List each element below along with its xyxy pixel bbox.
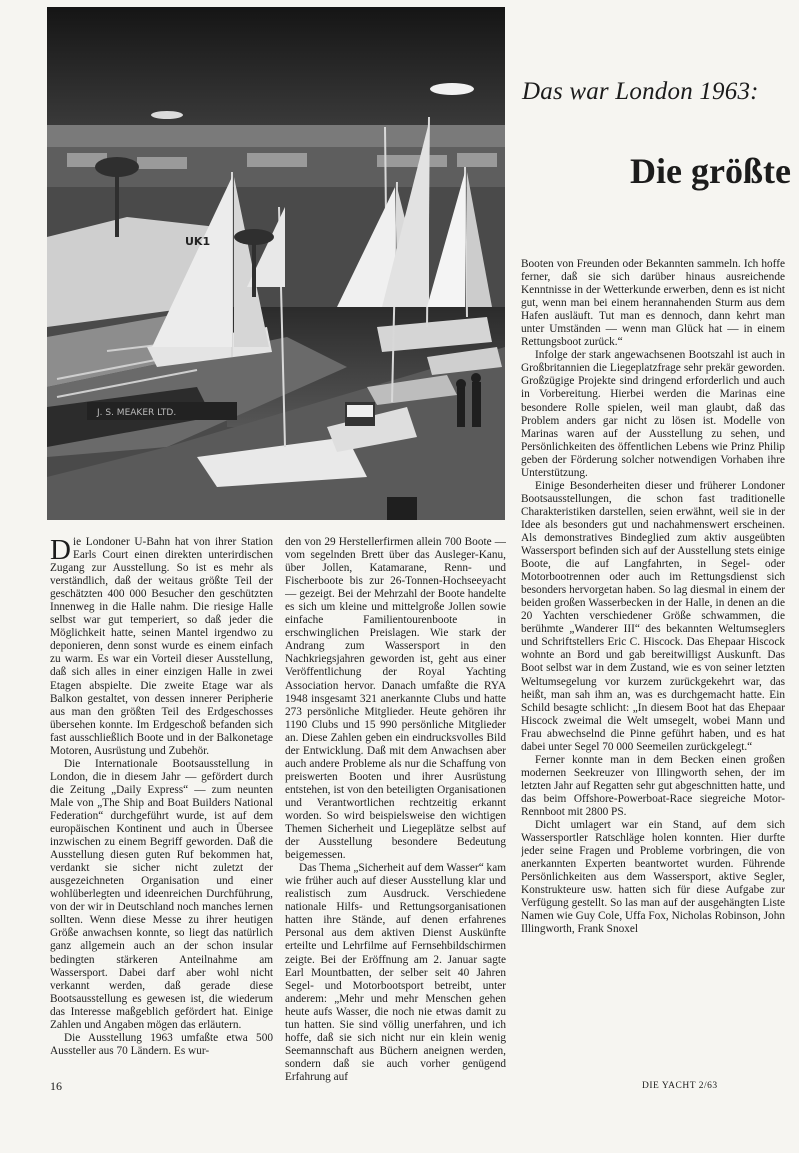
article-kicker: Das war London 1963: [522,78,759,105]
boat-show-photo [47,7,505,520]
paragraph: Booten von Freunden oder Bekannten sammeln. Ich hoffe ferner, daß sie sich darüber hinaus ausreichende Kenntnisse in der Wetterkunde erwerben, denn es ist nicht gut, wenn man bei einem herannahenden Sturm aus dem Hafen ausläuft. Tut man es dennoch, dann kehrt man unter Umständen — wenn man Glück hat — in einem Rettungsboot zurück.“ [521,258,785,349]
paragraph: Die Londoner U-Bahn hat von ihrer Station Earls Court einen direkten unterirdischen Zugang zur Ausstellung. So ist es mehr als verständlich, daß der weitaus größte Teil der geschätzten 400 000 Besucher den geschützten Innenweg in die Halle nahm. Die riesige Halle selbst war gut temperiert, so daß jeder die Möglichkeit hatte, seinen Mantel irgendwo zu deponieren, denn sonst wurde es einem einfach zu warm. Es war ein Vorteil dieser Ausstellung, daß sich alles in einer einzigen Halle in zwei Etagen abspielte. Die zweite Etage war als Balkon gestaltet, von dessen innerer Peripherie aus man den größten Teil des Erdgeschosses übersehen konnte. Im Erdgeschoß befanden sich fast ausschließlich Boote und in der Balkonetage Motoren, Ausrüstung und Zubehör. [50,536,273,757]
paragraph: Die Ausstellung 1963 umfaßte etwa 500 Aussteller aus 70 Ländern. Es wur- [50,1031,273,1056]
text-column-2 [285,536,506,1086]
paragraph: den von 29 Herstellerfirmen allein 700 Boote — vom segelnden Brett über das Ausleger-Kanu, über Jollen, Katamarane, Renn- und Fischerboote bis zur 26-Tonnen-Hochseeyacht — gezeigt. Bei der Mehrzahl der Boote handelte es sich um kleine und mittelgroße Jollen sowie einfache Familientourenboote in erschwinglichen Preislagen. Wie stark der Andrang zum Wassersport in den Nachkriegsjahren geworden ist, geht aus einer Veröffentlichung der Royal Yachting Association hervor. Danach umfaßte die RYA 1948 insgesamt 321 anerkannte Clubs und hatte 273 persönliche Mitglieder. Heute gehören ihr 1190 Clubs und 15 990 persönliche Mitglieder an. Diese Zahlen geben ein eindrucksvolles Bild der Entwicklung. Daß mit dem Anwachsen aber auch andere Probleme als nur die Schaffung von preiswerten Booten und ihrer Ausrüstung entstehen, ist von den beteiligten Organisationen und Verantwortlichen rechtzeitig erkannt worden. So wird beispielsweise den wichtigen Themen Sicherheit und Liegeplätze selbst auf der Ausstellung besondere Bedeutung beigemessen. [285,536,506,862]
stand-sign: J. S. MEAKER LTD. [97,408,177,418]
text-column-1 [50,536,273,1056]
paragraph: Dicht umlagert war ein Stand, auf dem sich Wassersportler Ratschläge holen konnten. Hier durfte jeder seine Fragen und Probleme vorbringen, die von anerkannten Experten beantwortet wurden. Führende Persönlichkeiten aus dem Wassersport, aktive Segler, Konstrukteure usw. hatten sich für diese Aufgabe zur Verfügung gestellt. So las man auf der ausgehängten Liste Namen wie Guy Cole, Uffa Fox, Nicholas Robinson, John Illingworth, Frank Snoxel [521,819,785,936]
paragraph: Ferner konnte man in dem Becken einen großen modernen Seekreuzer von Illingworth sehen, der im letzten Jahr auf Regatten sehr gut abgeschnitten hatte, und das beim Offshore-Powerboat-Race siegreiche Motor-Rennboot mit 2800 PS. [521,753,785,818]
paragraph: Infolge der stark angewachsenen Bootszahl ist auch in Großbritannien die Liegeplatzfrage sehr prekär geworden. Großzügige Projekte sind dringend erforderlich und auch in Vorbereitung. Hierbei werden die Marinas eine besondere Rolle spielen, weil man glaubt, daß das Problem anders gar nicht zu lösen ist. Modelle von Marinas waren auf der Ausstellung zu sehen, und Persönlichkeiten des öffentlichen Lebens wie Prinz Philip geben der Förderung solcher notwendigen Vorhaben ihre Unterstützung. [521,349,785,479]
paragraph: Einige Besonderheiten dieser und früherer Londoner Bootsausstellungen, die schon fast traditionelle Charakteristiken darstellen, seien erwähnt, weil sie in der Idee als besonders gut und nachahmenswert erscheinen. Als demonstratives Bindeglied zum aktiv ausgeübten Wassersport befinden sich auf der Ausstellung stets einige Boote, die auf Langfahrten, in Segel- oder Motorbootrennen oder auch im Rettungsdienst sich besonders hervorgetan haben. So lag diesmal in einem der beiden großen Wasserbecken in der Halle, in denen an die 20 Yachten verschiedener Größe schwammen, die berühmte „Wanderer III“ des bekannten Weltumseglers und Schriftstellers Eric C. Hiscock. Das Ehepaar Hiscock wohnte an Bord und gab bereitwilligst Auskunft. Das Boot selbst war in dem Zustand, wie es von seiner letzten Weltumsegelung vor kurzem zurückgekehrt war, das heißt, man sah ihm an, was es durchgemacht hatte. Ein Schild besagte schlicht: „In diesem Boot hat das Ehepaar Hiscock zweimal die Welt umsegelt, wobei Mann und Frau abwechselnd die Pinne geführt haben, und es hat dabei unter Segel 70 000 Seemeilen zurückgelegt.“ [521,479,785,753]
publication-footer: DIE YACHT 2/63 [642,1081,718,1091]
paragraph: Die Internationale Bootsausstellung in London, die in diesem Jahr — gefördert durch die Zeitung „Daily Express“ — zum neunten Male von „The Ship and Boat Builders National Federation“ durchgeführt wurde, ist auf dem europäischen Kontinent und auch in Übersee inzwischen zu einem Begriff geworden. Daß die Ausstellung diesen guten Ruf bekommen hat, verdankt sie sicher nicht zuletzt der ausgezeichneten Organisation und einer wohlüberlegten und ideenreichen Durchführung, von der wir in Deutschland noch manches lernen sollten. Wenn diese Messe zu ihrer heutigen Größe anwachsen konnte, so liegt das natürlich ganz allgemein auch an der schon insular bedingten stärkeren Anteilnahme am Wassersport. Dabei darf aber wohl nicht verkannt werden, daß gerade diese Bootsausstellung es gewesen ist, die wiederum das Interesse maßgeblich gefördert hat. Einige Zahlen und Angaben mögen das erläutern. [50,757,273,1031]
paragraph: Das Thema „Sicherheit auf dem Wasser“ kam wie früher auch auf dieser Ausstellung klar und realistisch zum Ausdruck. Verschiedene nationale Hilfs- und Rettungsorganisationen hatten ihre Stände, auf denen erfahrenes Personal aus dem aktiven Dienst Auskünfte erteilte und Lehrfilme auf Fernsehbildschirmen zeigte. Bei der Eröffnung am 2. Januar sagte Earl Mountbatten, der selber seit 40 Jahren Segel- und Motorbootsport betreibt, unter anderem: „Mehr und mehr Menschen gehen heute aufs Wasser, die noch nie etwas damit zu tun hatten. Sie sind völlig unerfahren, und ich hoffe, daß sie sich nicht nur ein klein wenig Seemannschaft aus Büchern aneignen werden, sondern daß sie auch vorher genügend Erfahrung auf [285,862,506,1083]
text-column-3 [521,258,785,1093]
article-headline: Die größte [630,151,791,191]
page-number: 16 [50,1079,62,1093]
sail-number: UK1 [185,235,211,248]
